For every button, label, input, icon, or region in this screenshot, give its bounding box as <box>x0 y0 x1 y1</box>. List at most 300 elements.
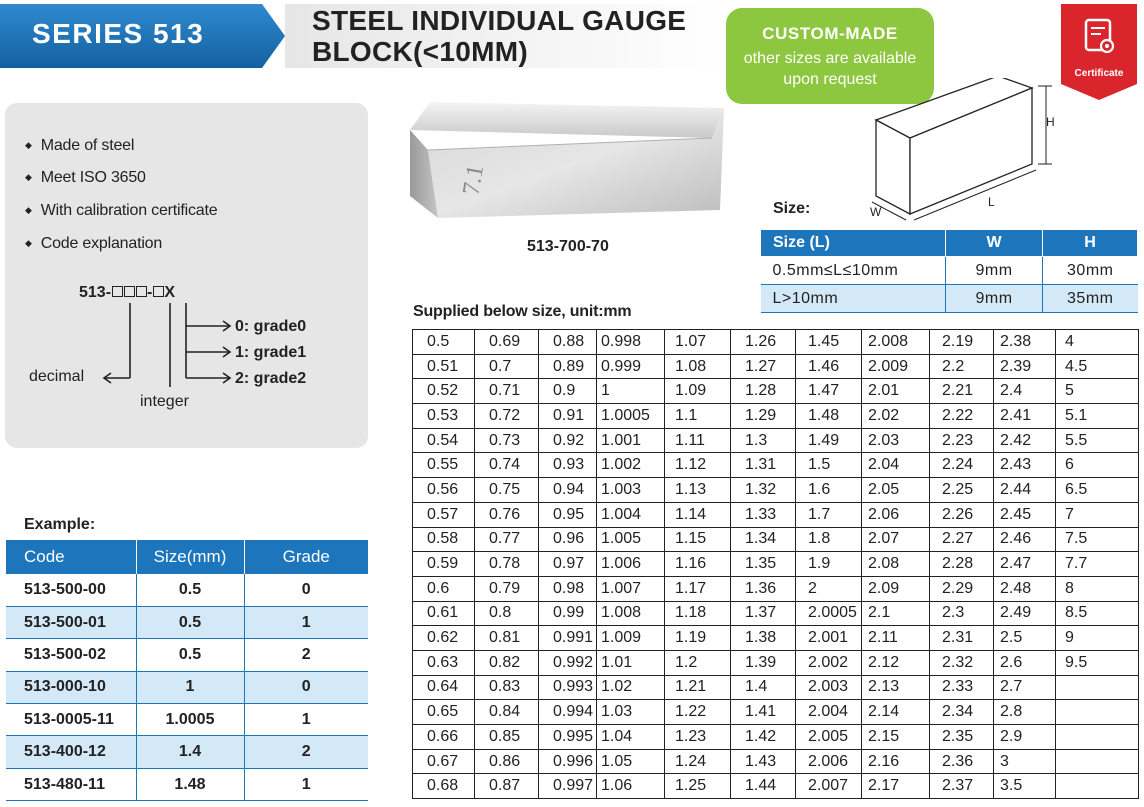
feature-text: With calibration certificate <box>40 202 218 219</box>
height-label: H <box>1046 115 1055 129</box>
table-cell: 2.008 <box>862 330 930 355</box>
table-row <box>413 354 1139 379</box>
table-cell: 0.999 <box>597 354 665 379</box>
page-title <box>312 5 732 67</box>
example-table-header <box>6 540 368 574</box>
custom-made-line2: upon request <box>783 71 877 88</box>
table-cell: 2.46 <box>994 527 1056 552</box>
table-row <box>413 626 1139 651</box>
table-cell: 1.0005 <box>597 404 665 429</box>
table-cell: 9mm <box>946 285 1043 313</box>
table-cell: 2.005 <box>796 725 862 750</box>
table-cell: 7.5 <box>1056 527 1139 552</box>
table-cell: 2.002 <box>796 650 862 675</box>
table-row <box>413 650 1139 675</box>
table-cell: 1.0005 <box>136 704 244 736</box>
table-cell: 2.06 <box>862 502 930 527</box>
table-cell: 1.29 <box>731 404 796 429</box>
table-cell: 0.74 <box>475 453 539 478</box>
table-row <box>413 601 1139 626</box>
table-cell: 1.01 <box>597 650 665 675</box>
table-cell: 0.8 <box>475 601 539 626</box>
table-row <box>413 700 1139 725</box>
table-cell: 2.21 <box>930 379 994 404</box>
certificate-icon <box>1061 4 1137 100</box>
table-cell: 2.47 <box>994 552 1056 577</box>
series-title: SERIES 513 <box>32 18 205 49</box>
table-cell: 35mm <box>1043 285 1138 313</box>
table-cell: 9 <box>1056 626 1139 651</box>
example-table <box>6 540 368 801</box>
table-cell: 2 <box>244 736 368 768</box>
table-cell: 2.03 <box>862 428 930 453</box>
table-cell: 2.39 <box>994 354 1056 379</box>
feature-item: ◆ Code explanation <box>25 235 163 252</box>
table-cell: 1.21 <box>665 675 731 700</box>
table-cell: 0.5 <box>136 639 244 671</box>
code-col-header: Code <box>6 540 136 574</box>
custom-made-title: CUSTOM-MADE <box>762 24 898 43</box>
table-cell: 1 <box>244 704 368 736</box>
digit-box <box>136 286 147 297</box>
table-cell: 0.92 <box>539 428 597 453</box>
digit-box <box>153 286 164 297</box>
table-cell: 0.86 <box>475 749 539 774</box>
table-cell: 2.4 <box>994 379 1056 404</box>
table-cell: 1.1 <box>665 404 731 429</box>
table-cell: 0.66 <box>413 725 475 750</box>
grade-col-header: Grade <box>244 540 368 574</box>
grade-label: 0: grade0 <box>235 318 307 335</box>
table-cell: 2.33 <box>930 675 994 700</box>
table-cell: 1.7 <box>796 502 862 527</box>
size-col-header: Size (L) <box>761 230 946 257</box>
width-label: W <box>870 205 882 219</box>
table-cell: 0.99 <box>539 601 597 626</box>
table-cell: 2.44 <box>994 478 1056 503</box>
table-row <box>413 675 1139 700</box>
digit-box <box>124 286 135 297</box>
table-cell: 0.62 <box>413 626 475 651</box>
table-cell: 2.35 <box>930 725 994 750</box>
table-cell: 1.25 <box>665 774 731 799</box>
table-cell: 1.008 <box>597 601 665 626</box>
table-cell: 0.78 <box>475 552 539 577</box>
table-cell: 1.06 <box>597 774 665 799</box>
table-cell: 6 <box>1056 453 1139 478</box>
table-cell: 2.48 <box>994 576 1056 601</box>
table-cell: 0.65 <box>413 700 475 725</box>
table-cell: 1.001 <box>597 428 665 453</box>
table-cell: 1.42 <box>731 725 796 750</box>
table-cell: 1.44 <box>731 774 796 799</box>
table-cell: 1.04 <box>597 725 665 750</box>
table-cell: 0.88 <box>539 330 597 355</box>
table-cell: 2.31 <box>930 626 994 651</box>
table-cell: 8 <box>1056 576 1139 601</box>
length-label: L <box>988 195 995 209</box>
table-cell: 0.995 <box>539 725 597 750</box>
table-cell: 2.003 <box>796 675 862 700</box>
table-cell: 1.43 <box>731 749 796 774</box>
table-row <box>6 704 368 736</box>
table-cell: 2.36 <box>930 749 994 774</box>
table-cell: 2.009 <box>862 354 930 379</box>
table-cell: 1.14 <box>665 502 731 527</box>
table-cell: 2.01 <box>862 379 930 404</box>
table-cell: 1.19 <box>665 626 731 651</box>
table-cell <box>1056 675 1139 700</box>
table-cell: 0.57 <box>413 502 475 527</box>
table-cell: 1.009 <box>597 626 665 651</box>
feature-item: ◆ With calibration certificate <box>25 202 218 219</box>
table-cell <box>1056 749 1139 774</box>
table-cell: 1.005 <box>597 527 665 552</box>
features-panel <box>5 103 368 448</box>
table-cell: 1.39 <box>731 650 796 675</box>
table-cell: 0.997 <box>539 774 597 799</box>
table-cell: 1.48 <box>796 404 862 429</box>
table-cell: 0.5 <box>136 574 244 606</box>
feature-item: ◆ Meet ISO 3650 <box>25 169 146 186</box>
engraving-text: 7.1 <box>458 162 490 198</box>
table-cell: 0.81 <box>475 626 539 651</box>
table-cell: 2.6 <box>994 650 1056 675</box>
table-cell: 2.49 <box>994 601 1056 626</box>
table-cell: 4 <box>1056 330 1139 355</box>
page-title-line2: BLOCK(<10MM) <box>312 36 528 67</box>
table-cell: 6.5 <box>1056 478 1139 503</box>
table-cell: 1.34 <box>731 527 796 552</box>
supplied-sizes-label: Supplied below size, unit:mm <box>413 303 632 320</box>
feature-text: Code explanation <box>40 235 163 252</box>
table-cell: 0.71 <box>475 379 539 404</box>
table-row <box>413 502 1139 527</box>
table-cell: 2.004 <box>796 700 862 725</box>
table-cell: 1.12 <box>665 453 731 478</box>
supplied-sizes-table <box>412 329 1139 799</box>
code-prefix: 513- <box>79 284 112 301</box>
table-cell: 1.27 <box>731 354 796 379</box>
certificate-badge <box>1061 4 1137 100</box>
feature-text: Made of steel <box>40 137 135 154</box>
table-cell: 0.51 <box>413 354 475 379</box>
table-cell: 2.9 <box>994 725 1056 750</box>
grade-label: 2: grade2 <box>235 370 307 387</box>
table-cell: 0.94 <box>539 478 597 503</box>
table-cell: 2.7 <box>994 675 1056 700</box>
size-table <box>760 229 1138 313</box>
table-cell: 2.3 <box>930 601 994 626</box>
size-label: Size: <box>773 200 811 217</box>
table-cell: 0.996 <box>539 749 597 774</box>
table-cell: 0.87 <box>475 774 539 799</box>
table-cell: 5 <box>1056 379 1139 404</box>
table-cell: 0.72 <box>475 404 539 429</box>
page-title-line1: STEEL INDIVIDUAL GAUGE <box>312 5 687 36</box>
table-cell: 0.998 <box>597 330 665 355</box>
table-row <box>6 639 368 671</box>
table-cell: 513-0005-11 <box>6 704 136 736</box>
table-cell: 1.004 <box>597 502 665 527</box>
grade-label: 1: grade1 <box>235 344 307 361</box>
table-cell <box>1056 725 1139 750</box>
table-row <box>6 671 368 703</box>
table-cell: 2.22 <box>930 404 994 429</box>
table-cell: 0.5 <box>136 606 244 638</box>
table-cell: 2.42 <box>994 428 1056 453</box>
table-cell: 0.96 <box>539 527 597 552</box>
table-cell: 0.93 <box>539 453 597 478</box>
table-cell: 2.2 <box>930 354 994 379</box>
table-cell: 0.77 <box>475 527 539 552</box>
table-cell: 0.98 <box>539 576 597 601</box>
table-cell: 2.28 <box>930 552 994 577</box>
table-cell: 1.002 <box>597 453 665 478</box>
table-cell: 0.73 <box>475 428 539 453</box>
table-row <box>6 606 368 638</box>
table-row <box>413 552 1139 577</box>
code-separator: - <box>147 284 153 301</box>
table-cell: 1.47 <box>796 379 862 404</box>
table-cell: 2.43 <box>994 453 1056 478</box>
table-cell: 0 <box>244 574 368 606</box>
table-cell: 1.37 <box>731 601 796 626</box>
table-cell: 5.1 <box>1056 404 1139 429</box>
block-dimension-diagram <box>840 78 1060 226</box>
table-cell: 1.46 <box>796 354 862 379</box>
table-cell: 1.38 <box>731 626 796 651</box>
table-row <box>413 527 1139 552</box>
table-cell: 2.1 <box>862 601 930 626</box>
table-cell: 1.15 <box>665 527 731 552</box>
table-cell: 0.75 <box>475 478 539 503</box>
table-cell: 0.993 <box>539 675 597 700</box>
table-row <box>413 404 1139 429</box>
table-cell: 513-500-02 <box>6 639 136 671</box>
series-banner <box>0 4 285 68</box>
table-cell: 2.006 <box>796 749 862 774</box>
table-cell: 2.29 <box>930 576 994 601</box>
table-cell: 2.25 <box>930 478 994 503</box>
product-caption: 513-700-70 <box>527 238 609 255</box>
table-cell: 2.27 <box>930 527 994 552</box>
table-cell: 1.35 <box>731 552 796 577</box>
table-cell: 0.79 <box>475 576 539 601</box>
digit-box <box>112 286 123 297</box>
table-cell: 1.28 <box>731 379 796 404</box>
table-cell: 0.83 <box>475 675 539 700</box>
table-row <box>413 576 1139 601</box>
table-cell: 2.34 <box>930 700 994 725</box>
table-row <box>761 257 1138 285</box>
table-cell: 2.07 <box>862 527 930 552</box>
table-cell: 1.03 <box>597 700 665 725</box>
table-cell: 1.3 <box>731 428 796 453</box>
table-cell: 1.007 <box>597 576 665 601</box>
table-cell: 0.9 <box>539 379 597 404</box>
table-cell: 0.994 <box>539 700 597 725</box>
table-cell: 513-480-11 <box>6 768 136 800</box>
code-format <box>79 284 175 302</box>
table-row <box>413 453 1139 478</box>
table-cell: 2.08 <box>862 552 930 577</box>
table-cell: 1.2 <box>665 650 731 675</box>
table-cell: 1.8 <box>796 527 862 552</box>
feature-item: ◆ Made of steel <box>25 137 135 154</box>
table-cell: 0.63 <box>413 650 475 675</box>
table-cell: 0.76 <box>475 502 539 527</box>
height-col-header: H <box>1043 230 1138 257</box>
table-cell: 1.4 <box>731 675 796 700</box>
table-cell: 2.15 <box>862 725 930 750</box>
table-cell: 1.9 <box>796 552 862 577</box>
table-cell: 0.67 <box>413 749 475 774</box>
table-cell: 1.45 <box>796 330 862 355</box>
table-cell: 2.17 <box>862 774 930 799</box>
table-cell: 0.6 <box>413 576 475 601</box>
table-cell: 0.68 <box>413 774 475 799</box>
table-cell: 0.58 <box>413 527 475 552</box>
table-cell: 513-000-10 <box>6 671 136 703</box>
table-cell: 2.12 <box>862 650 930 675</box>
table-row <box>6 574 368 606</box>
table-cell: 513-400-12 <box>6 736 136 768</box>
table-row <box>6 736 368 768</box>
code-suffix: X <box>164 284 176 301</box>
table-cell: 3 <box>994 749 1056 774</box>
table-cell: 2.24 <box>930 453 994 478</box>
integer-label: integer <box>140 393 189 410</box>
table-cell: 2.0005 <box>796 601 862 626</box>
table-cell: 0.53 <box>413 404 475 429</box>
table-cell: 1.02 <box>597 675 665 700</box>
table-cell: 2.38 <box>994 330 1056 355</box>
table-cell: 1.07 <box>665 330 731 355</box>
table-cell: 1.17 <box>665 576 731 601</box>
table-cell: 1.24 <box>665 749 731 774</box>
table-cell <box>1056 700 1139 725</box>
table-cell: 2.007 <box>796 774 862 799</box>
table-cell: 1.4 <box>136 736 244 768</box>
table-cell: 2 <box>244 639 368 671</box>
table-cell: 1.36 <box>731 576 796 601</box>
table-cell: 2.45 <box>994 502 1056 527</box>
table-cell: 0.56 <box>413 478 475 503</box>
table-cell: 2.41 <box>994 404 1056 429</box>
table-row <box>413 774 1139 799</box>
table-cell: 1.48 <box>136 768 244 800</box>
decimal-label: decimal <box>29 368 85 385</box>
width-col-header: W <box>946 230 1043 257</box>
table-cell: 0.52 <box>413 379 475 404</box>
table-row <box>413 725 1139 750</box>
gauge-block-photo <box>408 100 724 228</box>
table-cell <box>1056 774 1139 799</box>
table-cell: 1.49 <box>796 428 862 453</box>
table-cell: 0.5mm≤L≤10mm <box>761 257 946 285</box>
size-table-header <box>761 230 1138 257</box>
table-cell: 7 <box>1056 502 1139 527</box>
table-cell: 1.6 <box>796 478 862 503</box>
table-cell: 513-500-00 <box>6 574 136 606</box>
table-cell: 2.13 <box>862 675 930 700</box>
table-cell: 0.69 <box>475 330 539 355</box>
table-row <box>413 379 1139 404</box>
table-cell: 1.32 <box>731 478 796 503</box>
table-cell: 8.5 <box>1056 601 1139 626</box>
certificate-label: Certificate <box>1074 68 1124 79</box>
table-cell: 1.08 <box>665 354 731 379</box>
table-cell: 1.006 <box>597 552 665 577</box>
example-label: Example: <box>24 516 96 533</box>
table-cell: 0.97 <box>539 552 597 577</box>
table-cell: 2.16 <box>862 749 930 774</box>
table-cell: 513-500-01 <box>6 606 136 638</box>
table-cell: 1.11 <box>665 428 731 453</box>
table-cell: 1.5 <box>796 453 862 478</box>
table-cell: 1.33 <box>731 502 796 527</box>
table-cell: 0.64 <box>413 675 475 700</box>
table-cell: L>10mm <box>761 285 946 313</box>
table-row <box>413 749 1139 774</box>
table-cell: 0.991 <box>539 626 597 651</box>
table-row <box>761 285 1138 313</box>
table-cell: 2.37 <box>930 774 994 799</box>
table-cell: 0.91 <box>539 404 597 429</box>
table-cell: 1.05 <box>597 749 665 774</box>
table-cell: 1 <box>597 379 665 404</box>
table-cell: 0.95 <box>539 502 597 527</box>
table-cell: 2.32 <box>930 650 994 675</box>
table-cell: 2.23 <box>930 428 994 453</box>
custom-made-line1: other sizes are available <box>743 50 917 67</box>
table-cell: 0.61 <box>413 601 475 626</box>
table-cell: 0.992 <box>539 650 597 675</box>
table-cell: 1 <box>136 671 244 703</box>
table-cell: 0.5 <box>413 330 475 355</box>
table-cell: 1.16 <box>665 552 731 577</box>
table-cell: 2.14 <box>862 700 930 725</box>
table-cell: 1.003 <box>597 478 665 503</box>
table-cell: 2.19 <box>930 330 994 355</box>
table-cell: 5.5 <box>1056 428 1139 453</box>
table-cell: 9.5 <box>1056 650 1139 675</box>
table-cell: 2.05 <box>862 478 930 503</box>
table-cell: 1 <box>244 606 368 638</box>
table-cell: 1.26 <box>731 330 796 355</box>
table-cell: 2 <box>796 576 862 601</box>
table-cell: 2.5 <box>994 626 1056 651</box>
table-cell: 1.09 <box>665 379 731 404</box>
table-cell: 9mm <box>946 257 1043 285</box>
table-cell: 2.11 <box>862 626 930 651</box>
table-cell: 0.82 <box>475 650 539 675</box>
feature-text: Meet ISO 3650 <box>40 169 146 186</box>
table-cell: 1.13 <box>665 478 731 503</box>
table-cell: 0.7 <box>475 354 539 379</box>
size-col-header: Size(mm) <box>136 540 244 574</box>
table-cell: 7.7 <box>1056 552 1139 577</box>
table-cell: 0.55 <box>413 453 475 478</box>
table-cell: 1.22 <box>665 700 731 725</box>
table-cell: 4.5 <box>1056 354 1139 379</box>
table-cell: 2.001 <box>796 626 862 651</box>
table-cell: 1 <box>244 768 368 800</box>
table-cell: 1.18 <box>665 601 731 626</box>
table-cell: 1.31 <box>731 453 796 478</box>
table-cell: 0 <box>244 671 368 703</box>
